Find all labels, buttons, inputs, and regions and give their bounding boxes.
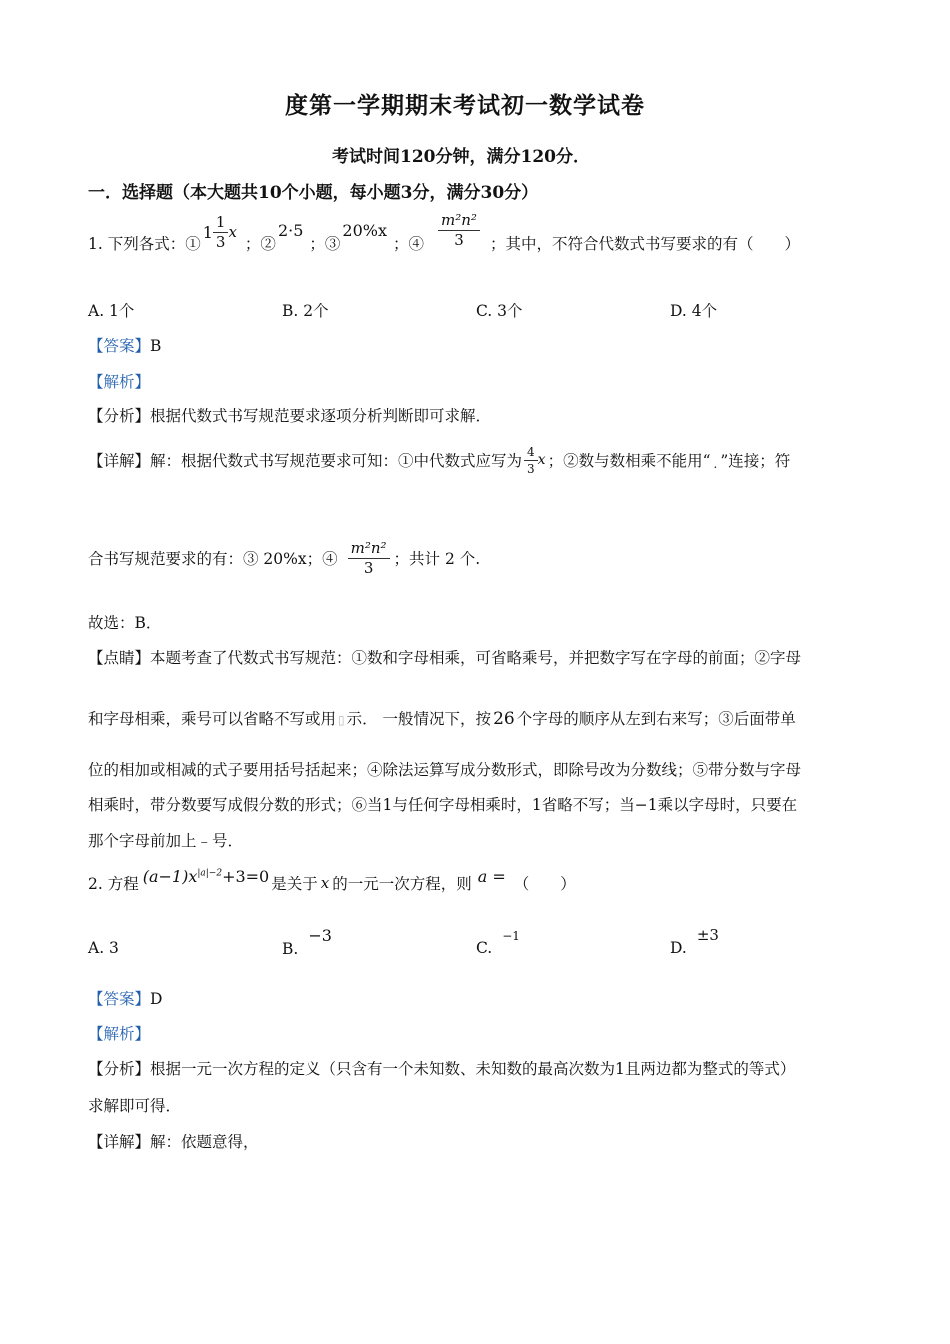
q1-detail-expr: $\frac{\text{m²n²}}{3}$ bbox=[348, 541, 390, 576]
q1-conclusion: 故选：B． bbox=[88, 614, 162, 632]
q2-option-a[interactable]: A. 3 bbox=[88, 939, 119, 957]
q1-expr1: 1 $\frac{1}{3}$ x bbox=[202, 212, 237, 251]
q1-expr4: $\frac{\text{m²n²}}{3}$ bbox=[438, 213, 480, 248]
q1-expr2: 2·5 bbox=[277, 220, 304, 240]
q1-dianjing-3: 位的相加或相减的式子要用括号括起来；④除法运算写成分数形式，即除号改为分数线；⑤带分数与字母 bbox=[88, 761, 802, 779]
q1-fenxi: 【分析】根据代数式书写规范要求逐项分析判断即可求解． bbox=[88, 407, 492, 425]
q2-option-b[interactable]: B.−3 bbox=[282, 926, 332, 958]
q1-dianjing-4: 相乘时，带分数要写成假分数的形式；⑥当1与任何字母相乘时，1省略不写；当−1乘以字母时，只要在 bbox=[88, 796, 798, 814]
q2-option-d[interactable]: D.±3 bbox=[670, 926, 719, 957]
q1-detail: 【详解】 解：根据代数式书写规范要求可知：①中代数式应写为 $\frac{4}{3}$ x ；②数与数相乘不能用“ . ”连接；符 bbox=[88, 444, 791, 476]
q1-dianjing-2: 和字母相乘，乘号可以省略不写或用 ▯ 示． 一般情况下，按 26 个字母的顺序从左到右来写；③后面带单 bbox=[88, 709, 796, 729]
q1-option-c[interactable]: C. 3个 bbox=[476, 302, 523, 320]
page-title: 度第一学期期末考试初一数学试卷 bbox=[285, 92, 645, 119]
q1-option-a[interactable]: A. 1个 bbox=[88, 302, 135, 320]
q2-option-c[interactable]: C.−1 bbox=[476, 929, 520, 957]
section-heading: 一．选择题（本大题共10个小题，每小题3分，满分30分） bbox=[88, 183, 539, 203]
q2-answer: 【答案】D bbox=[88, 990, 163, 1008]
q1-answer: 【答案】B bbox=[88, 337, 162, 355]
q1-dianjing-5: 那个字母前加上﹣号． bbox=[88, 832, 244, 850]
q2-fenxi-2: 求解即可得． bbox=[88, 1097, 182, 1115]
q2-analysis-tag: 【解析】 bbox=[88, 1025, 151, 1043]
q1-stem: 1. 下列各式：① 1 $\frac{1}{3}$ x ；② 2·5 ；③ 20%x ；④ $\frac{\text{m²n²}}{3}$ ；其中，不符合代数式书写要求的有（ ） bbox=[88, 210, 800, 253]
q2-equation: $(a-1)x^{|a|-2}+3=0$ bbox=[142, 866, 270, 886]
q1-detail-line2: 合书写规范要求的有：③ 20%x；④ $\frac{\text{m²n²}}{3}$ ；共计 2 个. bbox=[88, 538, 481, 577]
q1-prefix: 1. 下列各式：① bbox=[88, 235, 201, 253]
q1-analysis-tag: 【解析】 bbox=[88, 373, 151, 391]
q2-stem: 2. 方程 $(a-1)x^{|a|-2}+3=0$ 是关于 x 的一元一次方程，则 a = （ ） bbox=[88, 866, 576, 893]
q1-expr3: 20%x bbox=[342, 220, 387, 240]
q1-detail-frac: $\frac{4}{3}$ x bbox=[524, 446, 546, 475]
q2-detail: 【详解】解：依题意得， bbox=[88, 1133, 259, 1151]
q2-fenxi-1: 【分析】根据一元一次方程的定义（只含有一个未知数、未知数的最高次数为1且两边都为整式的等式） bbox=[88, 1060, 796, 1078]
exam-time: 考试时间120分钟，满分120分． bbox=[332, 147, 590, 167]
q1-option-b[interactable]: B. 2个 bbox=[282, 302, 329, 320]
q1-dianjing-1: 【点睛】本题考查了代数式书写规范：①数和字母相乘，可省略乘号，并把数字写在字母的前面；②字母 bbox=[88, 649, 802, 667]
q1-option-d[interactable]: D. 4个 bbox=[670, 302, 718, 320]
